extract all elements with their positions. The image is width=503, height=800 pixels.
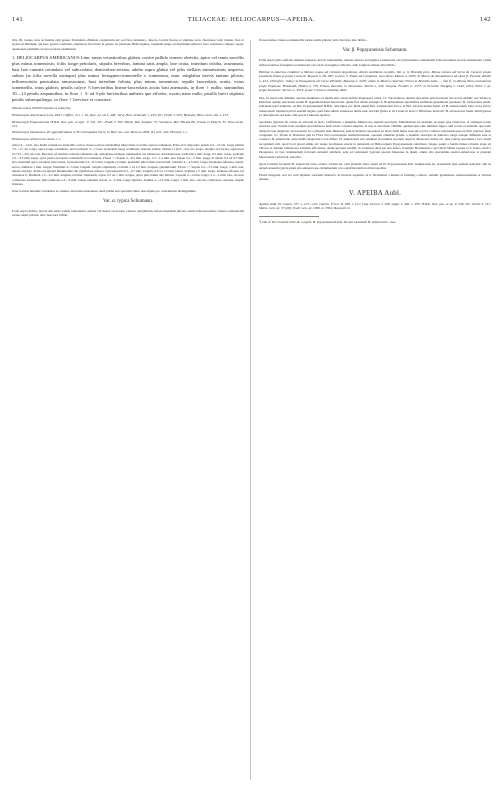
page-number-right: 142 (479, 16, 491, 23)
variety-beta-heading: Var. β. Popayanensis Schumann. (342, 47, 408, 53)
tabula-reference: Tabula nostra XXVIII (habitus et analysis). (12, 106, 72, 111)
species-heading: 1. HELIOCARPUS AMERICANUS Linn. ramis vetustioribus glabris cortice pallido cinereo obtectis, apice vel ramis novellis plus minus tomentosis; foliis longe petiolatis, stipulis brevibus, lamina satis ampla, late ovata, interdum triloba, acuminata, basi late cuneata rotundata vel subcordata, denticulato-serrata, adulta supra glabra vel pilis stellatis minutissimis inspersa, subtus (at folia novella utrinque) plus minus ferrugineo-tomentella v. tomentosa, nunc subglabra nervis tantum pilosis; inflorescentia paniculata ramosissima, basi interdum foliata, plus minus tomentosa; sepalis lanceolatis acutis, extus tomentellis, intus glabris; petalis calyce ⅓ brevioribus lineari-lanceolatis acutis basi attenuatis, in flore ♀ nullis; staminibus 10—14 petalis aequantibus, in flore ♀ 3- ad 4-plo brevioribus antheris que effoetis; ovario nano nullo; pistillo brevi stipitato petalis subaequilongo, in flore ♀ breviore et crassiore. (12, 55, 244, 103)
genus-heading: V. APEIBA Aubl. (348, 189, 402, 197)
footnote-rule (259, 216, 319, 217)
running-header (12, 14, 491, 32)
synonym-entry: Heliocarpus tomentosus, H. appendiculatus et H. trichopodus Turcz. in Bull. soc. nat. Moscou 1858. (I.) 225, 226; Hemsley l. c. (12, 130, 188, 135)
variety-alpha-heading: Var. α. typica Schumann. (102, 198, 154, 204)
synonym-entry: Heliocarpus Americanus Linn. Hort. Cliffort. 211. t. 16, Spec. pl. ed. I. 448; Jacq. Hort. Schoenbr. t. 455; DC. Prodr. I. 503; Hemsley, Biol. Centr. Am. I. 133. (12, 113, 229, 118)
synonym-entry: Heliocarpus Popayanensis H.B.K. Nov. gen. et spec. V. 341; DC. Prodr. I. 503; Benth. Bot. Sulphur 75; Seemann, Bot. Herald 86; Triana et Planch. Fl. Novo-Gran. 221. (12, 119, 244, 129)
observation-paragraph: Obs. Ut supra jam diximus, species indumento et multis aliis characteribus magnopere variat. Cl. Turczaninow duabus speciebus jam descriptis tres novas addidit; sed Triana et Planchon optime jam unam earum H. appendiculatum deleverunt, quum flos omnis exempla ll. Bonplandianae specimibus bacillibus glandulosis gaudeant; H. trichopodus etiam, salicetum haud exhibitis, ad Hel. Popayanensem H.B.K. adscriptos est. Idem autem Hel. tomentosum Turcz. et Hel. arborescentem Seem. ad H. Americanum Linn. nexu stricto transportent. Opinioni priori assentit negare, quia folia subtus tomentosa nullis sunt, sed tam glabra et ill. Linné, in horto Cliffortiano indicavit. H. arborescens Seem. nihil ignotus ex descriptione sed bene cum specie Linneana quadrat. (259, 95, 491, 118)
footnote: ¹) Jam cl. De Candolle in Prodr. conjecit, H. Popayanensem Kth. nil nisi varietatem H. Americani L. esse. (259, 219, 397, 224)
variety-alpha-text: Folia supra glabra, nervis sub lente valida tomentella, subtus vix dense vel leviter cinereo subglabrata nervis interdum pilosis; ramis inflorescentiae cinereo-tomentellis rarius ramis pilosis; stilo breviore bifido. (12, 208, 244, 218)
observation-paragraph: Ferma integrula, sed via cum bipinnis varietatis distincta, in Peruvia reperitur, in h. Brasiliensi a Riedel et Dombey collecta, ramulis glandulosis tomentosissimis et villosis densiss. (259, 172, 491, 182)
left-column (12, 38, 244, 788)
forms-note: Inter formas maxime variabiles et omnino invicem transeuntes duas prima sub speciem titulo descriptas pro varietatibus distinguimus: (12, 188, 197, 193)
observation-paragraph: Quod formam Jacquinii H. Americani Linn. attinet, certum est, eam plantam altera quam ad H. Popayanensem Kth. enumeranda sit, praesertim quia quidem indicatis cum ea Americanarum typicis etiam sint adunant esse. Indumentum vero exprimit etiam ita illud repetitur. (259, 161, 491, 170)
observation-paragraph: Specimen typicum Ill. Linné ad arborem in horto Cliffortiano a tempibus Meslevacia enutum descripsit. Munitioribus est plantam, ut nuper ipse observavi, et variisque possit annotata esse. Notitas inter exempla speciaminosa nullo modo caveant simplici, ut non et descriptio vidilimi, quidem ipse vidi, limnaeta figura cum icones et tabulam, quia tunc temporis non diagnosit. Sed secundo loco plantam bene illustrare, sunt in herbario speculosa ex horto Italis hujus exercuit et prior collecta scriptorum quae perficit cum hoc juste congruunt. Cl. Triana et Planchon jam in Flora Novo-Granatensi animadverterunt, speciem omnibus grande a Kunthio descripta in America longe lateque diffusam esse et conserva H. Americani, quae multis diagnostica non differt. H. Americanus sub omnibus in terminis speciem negavit, Mexicano metus est. Ipse ratione specimen e loco natali recognitum vidi, quod locat placet simile sit; neque hocditanea exacta in numerum ad Heliocarpum Popayanensem adscribere. Itaque, quum a formis minus robustis atque ad villosas et demum tomentosas transitus efficiantur, unam speciem reddidi, in varietates duas jus non habeo. Exempla Brasiliensia e provincia Minas Geraes et S. Paulo, dixit a Paraguaria, ut vero indumentum foliorum subsistit exhibent, sunt ad varietatem typicam speciei linneanae in duam, omnia alia speciamina Austro-Americana et plantam Mexicanam varietati β. adscribo. (259, 119, 491, 159)
species-description: Arbor 6—14 m. alta. Rami vetustiores lenticellis cortice cinereo-olivae subnudibus tuberculati, novellis copiose tomentosi. Folia ad ⅔ disposita; petioli 2,5—10 cm. longi, lamina 7,5—17 cm. longa, apice longe acuminata; nervi primarii 5—7 basi, secundarii longe acuminati, sinuatis subtus; lamina 11 (6,5—22) cm. longa, ribadita vel tricata; superiores 10,5 (5—20) cm. lata. Bracteae ad rhachin reductae subulatae sub orbiculatae utrinque tomentellae vel tomentoso subtomentosae; pedicelli 1 mm. longi, 0,5 mm. crassi, pedicelli 2,5—3,5 mm. longi, apice paulo incrassati, tomentelli vel tomentosi. Flores ♂: Sepala 5—6,5 mm. longa, 1,5—1,5 mm. lata. Petala 5,5—5 mm. longa, in medio 0,3 ad 0,7 mm. lata, interdum apice serrulata subcordata. Gynophorum 0,3—0,5 mm. longum et latum, glandulis subcordatis instructum. Stamina 4—4,5 mm. longa; filamenta subulata, tenuia, erecta, antherae 1 mm. longae. Pistillum 4—5 mm. longum, longius stipitatum; ovarium 1 ad 1,2 mm. longum, glandulosum. Flores ♀: Sepala 2,5—3,5 mm. longa, 1 mm. lata, lineari-oblonga. Petala ad apicem minutissime sub glandulosa reducta. Gynophorum 0,5—0,7 mm. longum, 0,9 ad 1,2 mm. latum. Stamina 1,5 mm. longa, antherae effoetae vel obsoletae 0. Pistillum 1,5—2,2 mm. longum, breviter stipitatum; stylus 0,5 ad 1 mm. longus, apice plus minus sile bifidus. Capsula 2—4 mm. longa, 2,5—5 mm. lata, obovata compressa tomentosa, pilis plumosis 2,5—6 mm. longis radiatim ornata, 4—5 mm. longe stipitata. Semina 2—2,5 mm. longa, 1 mm. lata, obovata compressa castanea, rhaphe brunnea. (12, 142, 244, 187)
synonym-entry: Heliocarpus arborescens Seem. l. c. (12, 136, 62, 141)
intro-observation: Obs. III. Genus certe arctissime cum genere Triumfetta affinitate conjunctum est; sed flore tetramero, dioecia, loculis fructus et stigmate recto discernere valet videtur, licet et sponte ut Bentham, qui haec genera conferunt, enumerare licet nunc in genere. In plerisque Hiatis ligulae, capsulam neque ad diandrium subrecta; haec relationes comparo repeti, quantopere permultis accepi accurate examinanti. (12, 38, 244, 51)
page-number-left: 141 (12, 16, 24, 23)
continued-text: florescentiae cinereo-tomentellis rarius ramis pilosis; stilo breviore alte bifido. (259, 38, 367, 42)
synonymy-list (12, 113, 244, 141)
genus-references: Apeiba Aubl. Pl. Guian. 537. t. 213—216; Gaertn. Fruct. II. 188. t. 121; Lam. Encycl. I. 208, suppl. I. 466. t. 470; H.B.K. Nov. gen. et sp. V. 346; DC. Prodr. I. 511; Meisn. Gen. pl. 37 (28); Endl. Gen. pl. 1006. n. 5364; Bocquill. in (259, 201, 491, 211)
column-gutter (250, 40, 251, 780)
variety-beta-text: Folia supra pilis stellatis minutis inspersa nervis tomentellis, subtus cinereo-ferruginea tomentosis vel pulverulento-tomentellis inflorescentiae nervis subtellosis; ramis inflorescentiae ferrugineo-tomentosis vel sordo-ferrugineo-villosis; stilo longiore minus alte bifido. (259, 57, 491, 67)
habitat-paragraph: Habitat in America calidiore a Mexico usque ad civitates Argentinas, densis Antillanis exceptis. Var. α. in Brasilia prov. Minas Geraes ad Serra de Caracol prope praedium Pasta et prope Caracol: Regnell n. III. 283; in prov. S. Paulo ad Campinas, loco dicto: Moura n. 2093; in Morro de Tamanduá et ad ripas fl. Paraná: Riedel n. 434, 1394 (fort. Julio); in Paraguaria ad Cerro d'Pobini: Balansa n. 3295; etiam in Mexico reperitur. Floret in Brasilia Julio. — Var. β. in ditione Novo-Granatensi prope Popayan: Humboldt, Hallen n. 776, Triana, Karsten; in Venezuela: Moritz n. 326, Jacquin, Fendler n. 1577; in Peruvia: Poeppig n. 1449, 1694, 3262; c. gr. prope Tarapoto: Spruce n. 4534; prope Cuchero: Dombey, Ruiz. (259, 69, 491, 93)
running-title: TILIACEAE: HELIOCARPUS—APEIBA. (187, 16, 316, 23)
right-column (259, 38, 491, 788)
